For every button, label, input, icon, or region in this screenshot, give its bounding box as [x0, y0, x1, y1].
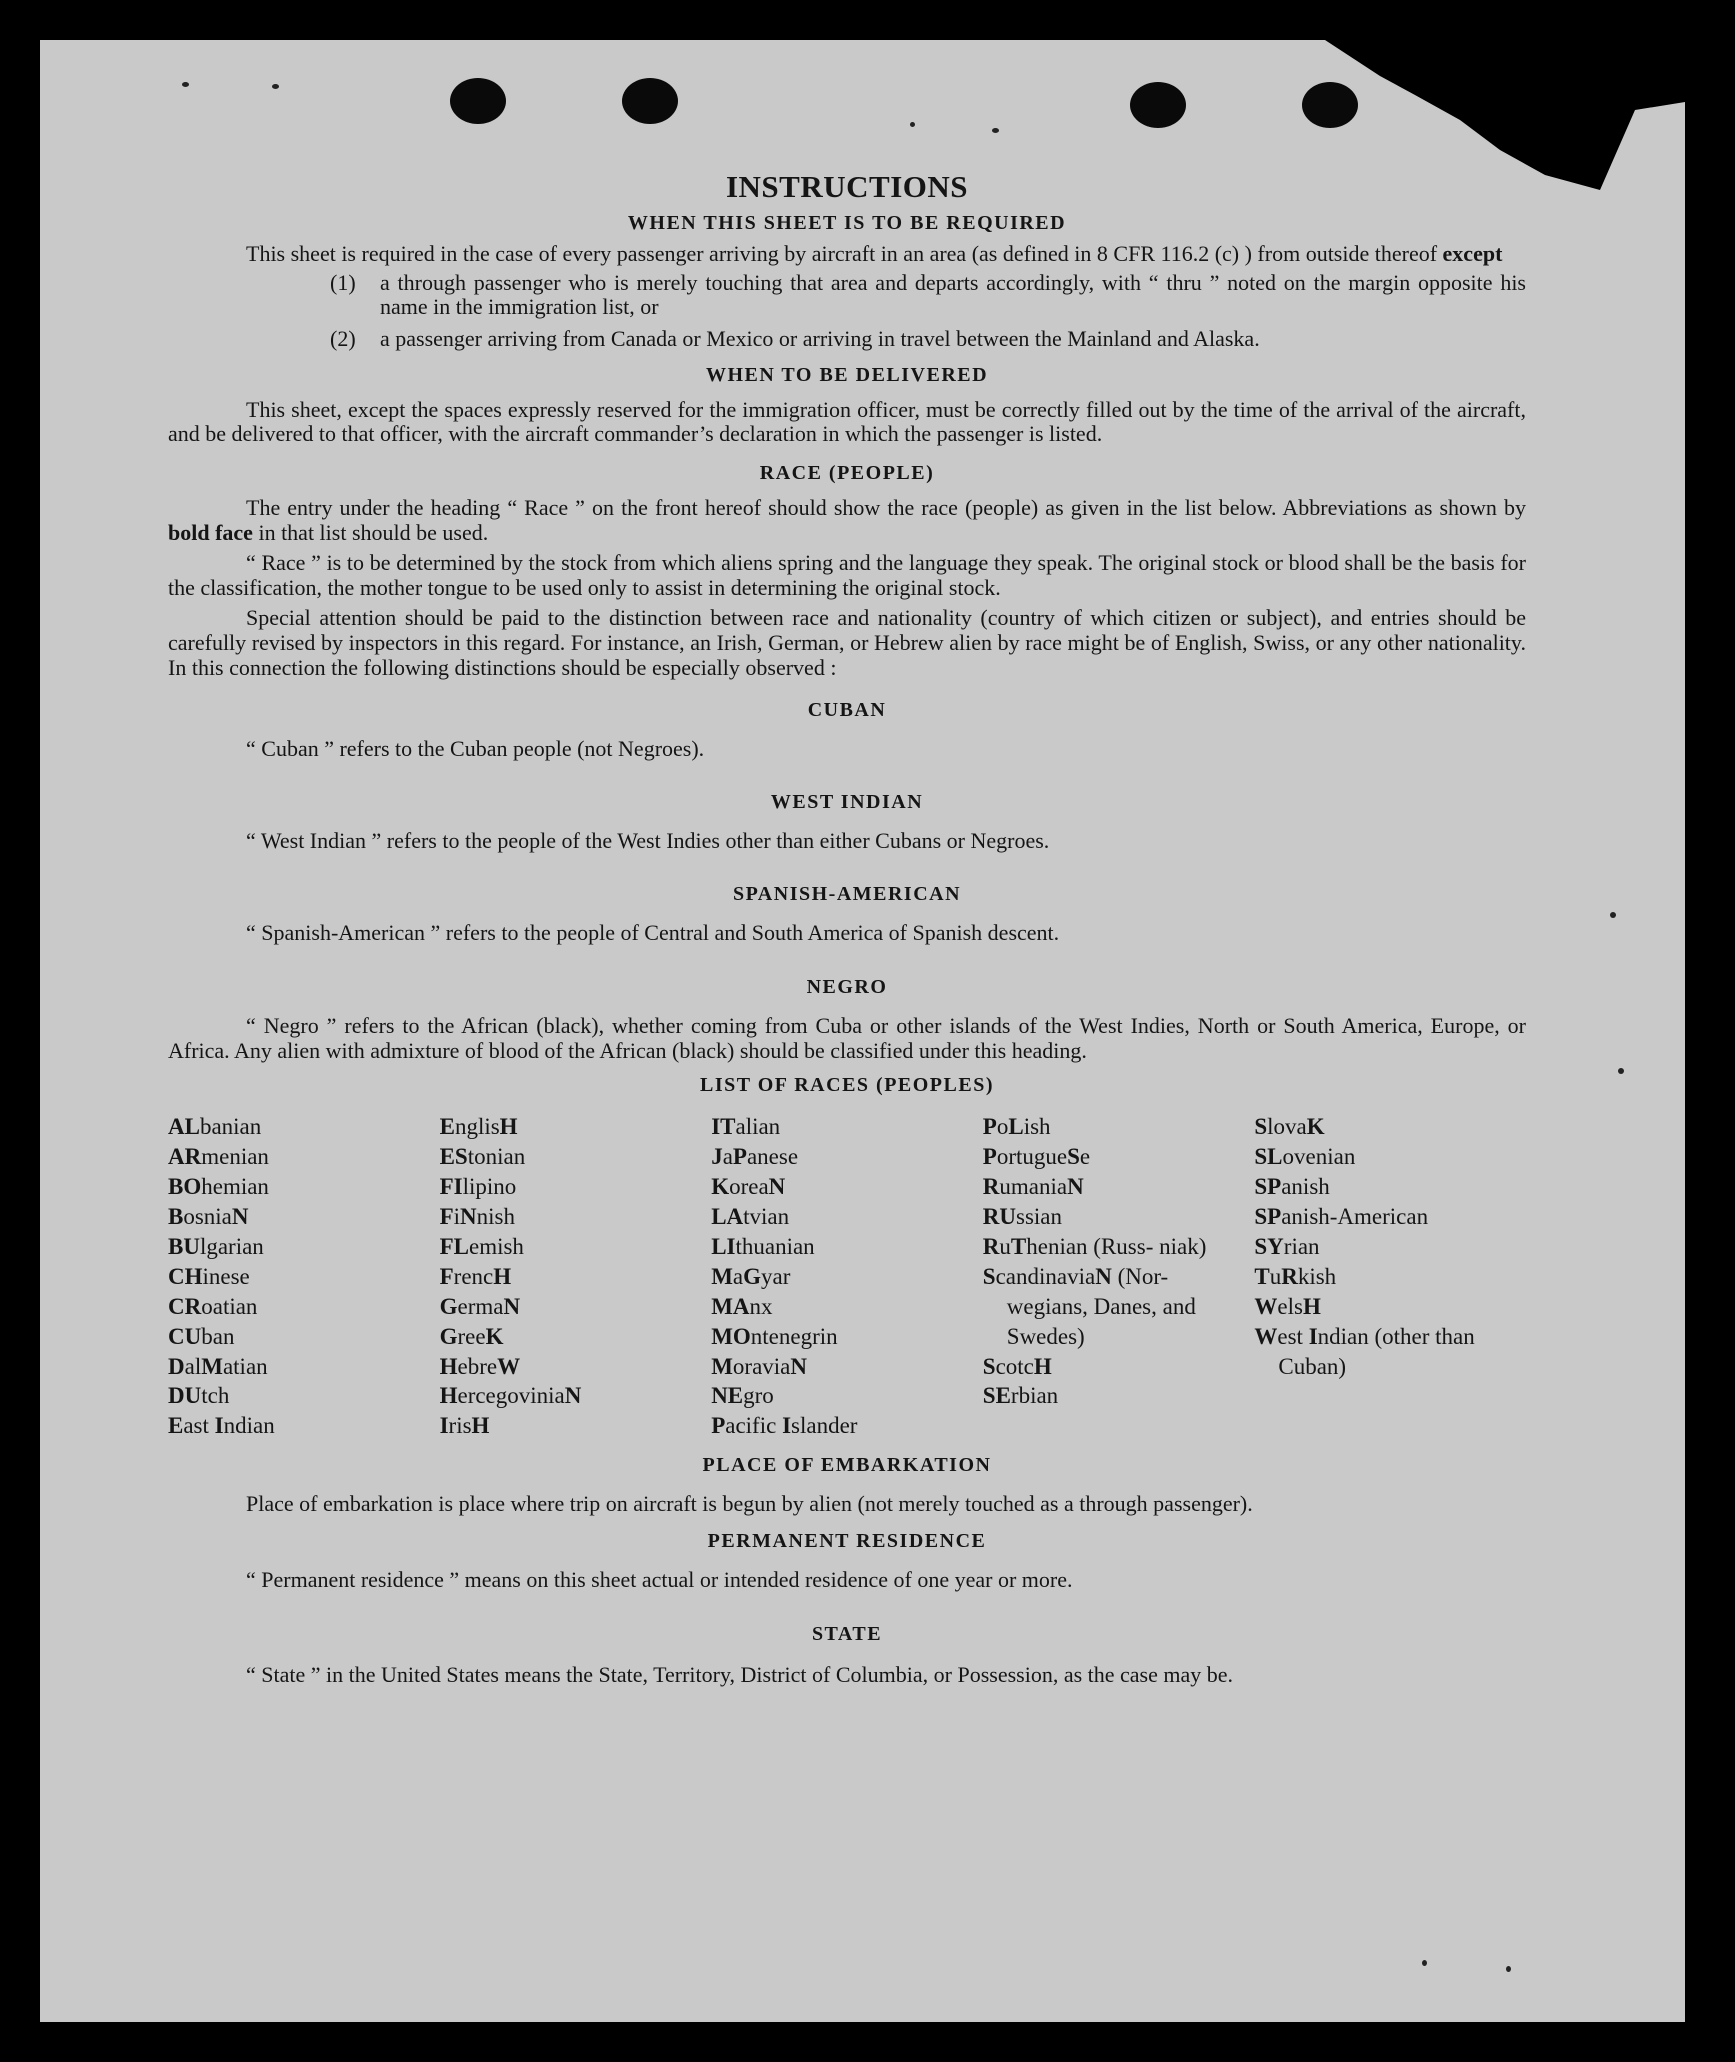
race-abbreviation: W — [1254, 1323, 1278, 1349]
race-abbreviation: R — [1281, 1263, 1298, 1289]
race-abbreviation: H — [471, 1413, 490, 1439]
race-item — [983, 1112, 1255, 1142]
race-text: orea — [729, 1174, 769, 1200]
race-item — [711, 1292, 983, 1322]
race-item — [168, 1381, 440, 1411]
item-number: (1) — [330, 269, 356, 295]
race-abbreviation: P — [711, 1413, 726, 1439]
race-abbreviation: H — [1033, 1353, 1052, 1379]
race-abbreviation: S — [1067, 1144, 1080, 1170]
race-abbreviation: FL — [439, 1234, 469, 1259]
race-abbreviation: W — [1254, 1293, 1278, 1319]
race-item — [711, 1142, 983, 1172]
race-abbreviation: F — [439, 1204, 454, 1230]
race-item — [711, 1381, 983, 1411]
race-text: a — [732, 1263, 744, 1289]
race-item — [1254, 1262, 1526, 1292]
race-text: nx — [749, 1293, 773, 1319]
race-abbreviation: ES — [439, 1144, 468, 1170]
heading-permanent-residence: PERMANENT RESIDENCE — [707, 1529, 987, 1552]
race-text: ndian (other than Cuban) — [1278, 1323, 1475, 1379]
race-text: banian — [199, 1114, 262, 1140]
race-text: kish — [1297, 1263, 1337, 1289]
race-abbreviation: AL — [168, 1114, 200, 1140]
race-abbreviation: M — [711, 1263, 733, 1289]
race-item — [440, 1381, 712, 1411]
race-abbreviation: P — [982, 1114, 997, 1140]
race-item — [983, 1381, 1255, 1411]
race-item — [168, 1202, 440, 1232]
item-text: a passenger arriving from Canada or Mexico or arriving in travel between the Mainland and Alaska. — [380, 326, 1260, 352]
race-text: ban — [201, 1323, 235, 1349]
race-text: ercegovinia — [457, 1383, 565, 1409]
race-text: lova — [1267, 1114, 1307, 1140]
race-text: osnia — [183, 1204, 232, 1230]
race-abbreviation: B — [168, 1204, 184, 1230]
race-text: i — [453, 1204, 461, 1230]
race-item — [168, 1411, 440, 1441]
race-text: u — [999, 1234, 1011, 1259]
speck — [1506, 1966, 1511, 1972]
list-item — [330, 271, 1526, 320]
race-item — [440, 1172, 712, 1202]
race-text: yar — [761, 1263, 791, 1289]
race-item — [1254, 1172, 1526, 1202]
race-abbreviation: G — [439, 1293, 458, 1319]
paragraph-west-indian: “ West Indian ” refers to the people of the West Indies other than either Cubans or Negroes. — [246, 827, 1050, 853]
race-abbreviation: SE — [982, 1383, 1011, 1409]
race-item — [440, 1352, 712, 1382]
race-item — [168, 1322, 440, 1352]
race-item — [983, 1202, 1255, 1232]
punch-hole — [1302, 82, 1358, 128]
race-column — [440, 1112, 712, 1441]
race-abbreviation: CR — [168, 1293, 202, 1319]
paragraph-place-of-embarkation: Place of embarkation is place where trip on aircraft is begun by alien (not merely touched as a through passenger). — [246, 1491, 1253, 1517]
item-number: (2) — [330, 326, 356, 352]
race-abbreviation: LA — [711, 1204, 744, 1230]
race-abbreviation: AR — [168, 1144, 202, 1170]
race-abbreviation: M — [201, 1353, 223, 1379]
race-text: anese — [746, 1144, 799, 1170]
paragraph-spanish-american: “ Spanish-American ” refers to the people of Central and South America of Spanish descent. — [246, 919, 1060, 945]
race-item — [1254, 1202, 1526, 1232]
race-item — [711, 1411, 983, 1441]
punch-hole — [1130, 82, 1186, 128]
race-abbreviation: N — [503, 1293, 521, 1319]
race-text: thuanian — [735, 1234, 815, 1259]
race-text: tonian — [467, 1144, 526, 1170]
heading-west-indian: WEST INDIAN — [770, 790, 924, 813]
race-abbreviation: S — [1254, 1114, 1268, 1140]
race-abbreviation: R — [982, 1174, 1000, 1200]
race-text: ebre — [457, 1353, 498, 1379]
race-item — [1254, 1112, 1526, 1142]
race-item — [440, 1411, 712, 1441]
race-abbreviation: N — [231, 1204, 249, 1230]
race-abbreviation: DU — [168, 1383, 202, 1409]
race-item — [983, 1172, 1255, 1202]
race-column — [711, 1112, 983, 1441]
race-text: e — [1079, 1144, 1091, 1170]
race-abbreviation: H — [1302, 1293, 1321, 1319]
race-abbreviation: H — [439, 1383, 458, 1409]
race-text: nish — [476, 1204, 516, 1230]
race-abbreviation: BU — [168, 1234, 200, 1259]
race-abbreviation: M — [711, 1353, 733, 1379]
race-abbreviation: J — [711, 1144, 723, 1170]
speck — [1618, 1068, 1624, 1074]
race-abbreviation: L — [1008, 1114, 1024, 1140]
race-abbreviation: I — [214, 1413, 224, 1439]
paragraph-race-1 — [168, 496, 1526, 545]
race-item — [168, 1352, 440, 1382]
race-text: anish-American — [1281, 1204, 1429, 1230]
race-text: emish — [468, 1234, 524, 1259]
paragraph-text: The entry under the heading “ Race ” on the front hereof should show the race (people) as given in the list below. Abbreviations as shown by — [246, 494, 1526, 520]
race-item — [168, 1262, 440, 1292]
speck — [1422, 1960, 1427, 1966]
speck — [992, 128, 999, 133]
race-abbreviation: H — [439, 1353, 458, 1379]
race-item — [440, 1232, 712, 1262]
race-text: atian — [222, 1353, 268, 1379]
race-text: inese — [202, 1263, 250, 1289]
race-text: oravia — [732, 1353, 791, 1379]
race-item — [983, 1142, 1255, 1172]
bold-text: except — [1442, 241, 1503, 267]
race-item — [711, 1112, 983, 1142]
race-text: gro — [743, 1383, 774, 1409]
race-abbreviation: W — [497, 1353, 521, 1379]
race-abbreviation: T — [1010, 1234, 1027, 1259]
race-abbreviation: N — [460, 1204, 477, 1230]
page-title: INSTRUCTIONS — [725, 169, 968, 204]
race-item — [711, 1202, 983, 1232]
paragraph-text: This sheet is required in the case of every passenger arriving by aircraft in an area (as defined in 8 CFR 116.2 (c) ) from outside thereof — [246, 241, 1443, 267]
race-abbreviation: G — [439, 1323, 458, 1349]
race-text: rian — [1283, 1234, 1320, 1259]
race-abbreviation: N — [768, 1174, 786, 1200]
race-item — [440, 1142, 712, 1172]
race-text: o — [996, 1114, 1009, 1140]
race-text: cotc — [995, 1353, 1034, 1379]
race-text: ndian — [223, 1413, 275, 1439]
paragraph-when-delivered: This sheet, except the spaces expressly reserved for the immigration officer, must be correctly filled out by the time of the arrival of the aircraft, and be delivered to that officer, with the aircraft commander’s declaration in which the passenger is listed. — [168, 396, 1526, 447]
race-column — [1254, 1112, 1526, 1441]
race-abbreviation: N — [1095, 1263, 1112, 1289]
race-text: renc — [453, 1263, 494, 1289]
race-item — [440, 1292, 712, 1322]
race-abbreviation: RU — [982, 1204, 1017, 1230]
race-text: (Nor- wegians, Danes, and Swedes) — [1006, 1263, 1196, 1349]
race-text: rbian — [1010, 1383, 1059, 1409]
race-text: ovenian — [1282, 1144, 1356, 1170]
paragraph-cuban: “ Cuban ” refers to the Cuban people (not Negroes). — [246, 736, 705, 762]
speck — [910, 122, 915, 127]
race-text: tch — [201, 1383, 230, 1409]
race-text: hemian — [201, 1174, 269, 1200]
race-abbreviation: I — [782, 1413, 792, 1439]
race-abbreviation: CH — [168, 1263, 203, 1289]
race-text: candinavia — [995, 1263, 1096, 1289]
race-abbreviation: P — [732, 1144, 747, 1170]
heading-place-of-embarkation: PLACE OF EMBARKATION — [702, 1454, 992, 1477]
race-item — [1254, 1142, 1526, 1172]
race-item — [711, 1322, 983, 1352]
race-text: slander — [791, 1413, 858, 1439]
paragraph-negro: “ Negro ” refers to the African (black), whether coming from Cuba or other islands of the West Indies, North or South America, Europe, or Africa. Any alien with admixture of blood of the African (black) should be classified under this heading. — [168, 1013, 1526, 1063]
race-item — [168, 1142, 440, 1172]
race-text: acific — [725, 1413, 783, 1439]
race-text: ast — [183, 1413, 215, 1439]
race-abbreviation: S — [982, 1353, 996, 1379]
heading-negro: NEGRO — [806, 976, 888, 999]
speck — [272, 84, 279, 89]
race-list — [168, 1112, 1526, 1441]
race-item — [983, 1262, 1255, 1352]
race-text: est — [1277, 1323, 1309, 1349]
race-column — [168, 1112, 440, 1441]
race-item — [1254, 1232, 1526, 1262]
race-item — [168, 1292, 440, 1322]
race-text: tvian — [743, 1204, 790, 1230]
race-item — [168, 1112, 440, 1142]
race-item — [711, 1262, 983, 1292]
heading-spanish-american: SPANISH-AMERICAN — [732, 882, 962, 905]
heading-when-delivered: WHEN TO BE DELIVERED — [705, 363, 989, 386]
race-item — [168, 1172, 440, 1202]
paragraph-permanent-residence: “ Permanent residence ” means on this sheet actual or intended residence of one year or more. — [246, 1566, 1073, 1592]
race-text: lgarian — [199, 1234, 264, 1259]
race-abbreviation: N — [564, 1383, 582, 1409]
race-abbreviation: SP — [1254, 1204, 1282, 1230]
race-abbreviation: SL — [1254, 1144, 1283, 1170]
race-abbreviation: H — [493, 1263, 512, 1289]
race-item — [440, 1322, 712, 1352]
race-abbreviation: K — [1306, 1114, 1325, 1140]
race-abbreviation: D — [168, 1353, 185, 1379]
race-text: oatian — [201, 1293, 258, 1319]
race-abbreviation: T — [1254, 1263, 1270, 1289]
race-abbreviation: K — [485, 1323, 504, 1349]
race-text: els — [1277, 1293, 1303, 1319]
paragraph-when-required — [168, 242, 1526, 267]
punch-hole — [450, 78, 506, 124]
speck — [1610, 912, 1616, 918]
paragraph-race-3: Special attention should be paid to the distinction between race and nationality (country of which citizen or subject), and entries should be carefully revised by inspectors in this regard. For instance, an Irish, German, or Hebrew alien by race might be of English, Swiss, or any other nationality. In this connection the following distinctions should be especially observed : — [168, 605, 1526, 680]
item-text: a through passenger who is merely touching that area and departs accordingly, with “ thru ” noted on the margin opposite his name in the immigration list, or — [380, 269, 1526, 320]
race-item — [983, 1352, 1255, 1382]
race-abbreviation: N — [1067, 1174, 1084, 1200]
race-item — [440, 1112, 712, 1142]
race-text: ish — [1023, 1114, 1051, 1140]
race-text: u — [1269, 1263, 1282, 1289]
race-abbreviation: E — [439, 1114, 455, 1140]
race-abbreviation: NE — [711, 1383, 744, 1409]
race-text: henian (Russ- niak) — [1026, 1234, 1207, 1259]
speck — [182, 82, 189, 87]
bold-text: bold face — [168, 519, 253, 545]
heading-list-of-races: LIST OF RACES (PEOPLES) — [699, 1074, 994, 1097]
race-abbreviation: G — [743, 1263, 762, 1289]
race-text: ree — [457, 1323, 486, 1349]
race-item — [711, 1172, 983, 1202]
heading-state: STATE — [811, 1623, 883, 1646]
punch-hole — [622, 78, 678, 124]
race-text: ntenegrin — [750, 1323, 838, 1349]
heading-when-required: WHEN THIS SHEET IS TO BE REQUIRED — [627, 212, 1067, 235]
race-text: erma — [457, 1293, 504, 1319]
race-abbreviation: SP — [1254, 1174, 1282, 1200]
race-abbreviation: N — [790, 1353, 807, 1379]
race-text: ortugue — [996, 1144, 1068, 1170]
race-text: anish — [1281, 1174, 1330, 1200]
race-item — [1254, 1322, 1526, 1382]
race-abbreviation: FI — [439, 1174, 463, 1200]
race-abbreviation: MO — [711, 1323, 751, 1349]
race-abbreviation: I — [439, 1413, 449, 1439]
race-item — [711, 1352, 983, 1382]
race-abbreviation: MA — [711, 1293, 750, 1319]
race-text: lipino — [462, 1174, 517, 1200]
race-item — [711, 1232, 983, 1262]
race-abbreviation: SY — [1254, 1234, 1284, 1259]
race-text: ssian — [1016, 1204, 1063, 1230]
race-text: nglis — [454, 1114, 500, 1140]
instructions-content — [168, 168, 1526, 1690]
race-abbreviation: F — [439, 1263, 454, 1289]
race-text: menian — [201, 1144, 269, 1170]
race-abbreviation: S — [982, 1263, 996, 1289]
race-abbreviation: BO — [168, 1174, 202, 1200]
heading-cuban: CUBAN — [807, 699, 887, 722]
heading-race: RACE (PEOPLE) — [759, 461, 935, 484]
race-column — [983, 1112, 1255, 1441]
paragraph-state: “ State ” in the United States means the State, Territory, District of Columbia, or Possession, as the case may be. — [246, 1662, 1234, 1688]
race-abbreviation: K — [711, 1174, 730, 1200]
race-item — [440, 1202, 712, 1232]
race-abbreviation: CU — [168, 1323, 202, 1349]
race-text: a — [722, 1144, 733, 1170]
race-abbreviation: E — [168, 1413, 184, 1439]
race-text: al — [184, 1353, 202, 1379]
race-text: umania — [999, 1174, 1068, 1200]
race-text: ris — [448, 1413, 472, 1439]
race-abbreviation: H — [499, 1114, 518, 1140]
race-item — [168, 1232, 440, 1262]
list-item — [330, 327, 1526, 352]
race-abbreviation: I — [1308, 1323, 1318, 1349]
race-item — [1254, 1292, 1526, 1322]
race-abbreviation: IT — [711, 1114, 736, 1140]
paragraph-race-2: “ Race ” is to be determined by the stock from which aliens spring and the language they speak. The original stock or blood shall be the basis for the classification, the mother tongue to be used only to assist in determining the original stock. — [168, 550, 1526, 600]
race-text: alian — [735, 1114, 781, 1140]
paragraph-text: in that list should be used. — [252, 519, 489, 545]
race-item — [440, 1262, 712, 1292]
race-abbreviation: LI — [711, 1234, 736, 1259]
race-abbreviation: P — [982, 1144, 997, 1170]
race-abbreviation: R — [982, 1234, 1000, 1259]
race-item — [983, 1232, 1255, 1262]
